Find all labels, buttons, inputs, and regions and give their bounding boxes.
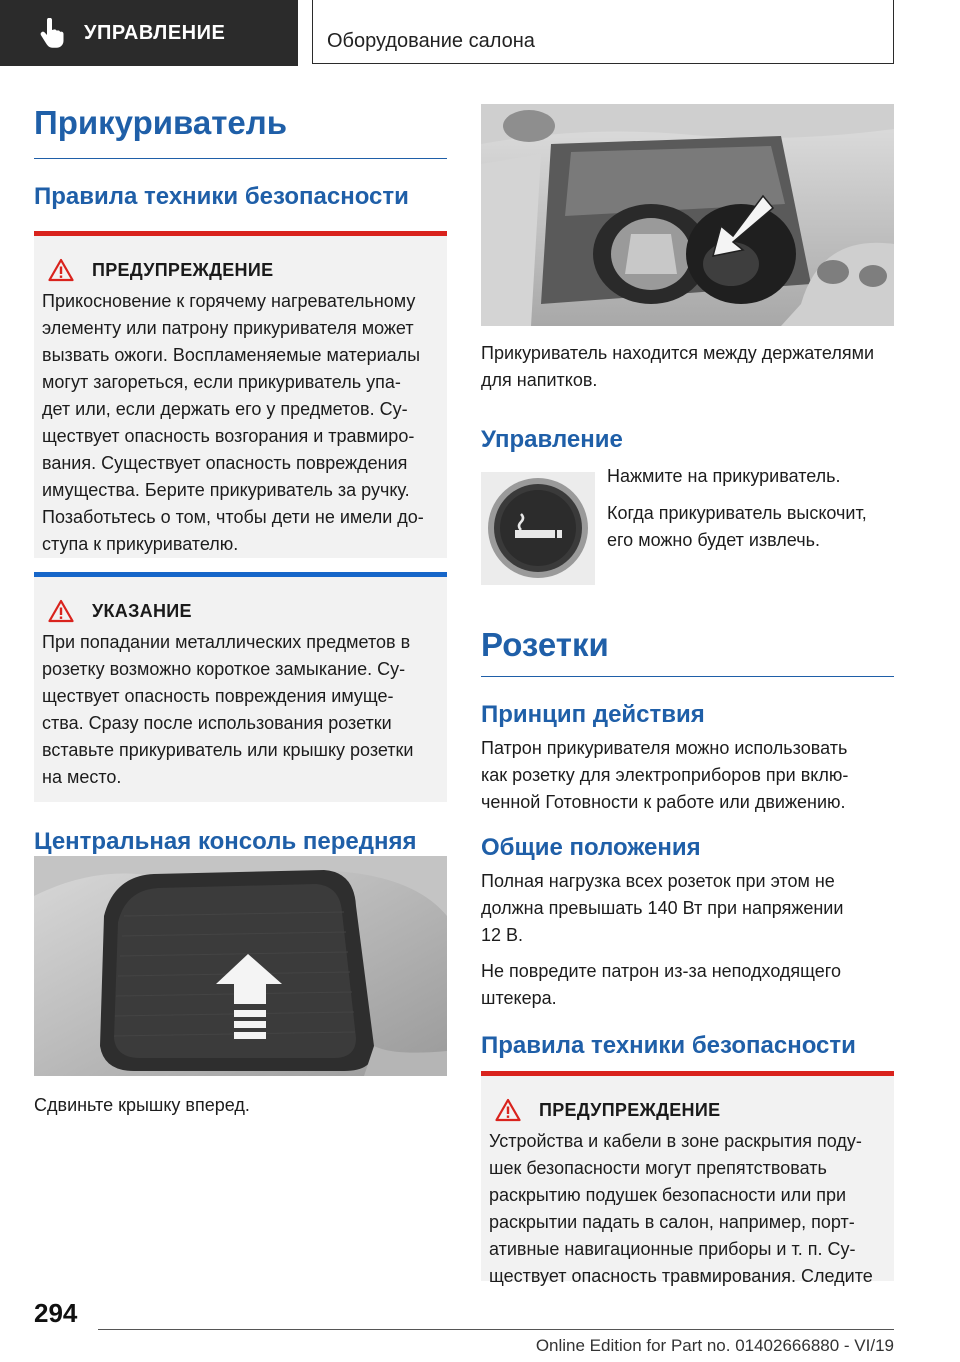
warning-line: вызвать ожоги. Воспламеняемые материалы	[42, 345, 421, 365]
warning-triangle-icon	[48, 258, 74, 282]
warning-label: ПРЕДУПРЕЖДЕНИЕ	[539, 1099, 721, 1120]
warning-line: могут загореться, если прикуриватель упа-	[42, 372, 401, 392]
photo-caption-line: Прикуриватель находится между держателями	[481, 343, 875, 363]
warning-line: ативные навигационные приборы и т. п. Су-	[489, 1239, 856, 1259]
console-cover-photo	[34, 856, 447, 1076]
page-number: 294	[34, 1298, 78, 1328]
footer-rule	[98, 1329, 894, 1330]
notice-line: розетку возможно короткое замыкание. Су-	[42, 659, 406, 679]
warning-line: раскрытию подушек безопасности или при	[489, 1185, 847, 1205]
principle-line: ченной Готовности к работе или движению.	[481, 792, 846, 812]
warning-line: вания. Существует опасность повреждения	[42, 453, 408, 473]
warning-line: элементу или патрону прикуривателя может	[42, 318, 414, 338]
warning-triangle-icon	[48, 599, 74, 623]
section-label: УПРАВЛЕНИЕ	[84, 21, 226, 44]
warning-label: ПРЕДУПРЕЖДЕНИЕ	[92, 259, 274, 280]
sockets-warning-box	[481, 1071, 894, 1286]
sockets-rule	[481, 676, 894, 677]
warning-triangle-icon	[495, 1098, 521, 1122]
warning-line: ступа к прикуривателю.	[42, 534, 239, 554]
control-heading: Управление	[481, 426, 623, 453]
hand-pointer-icon	[38, 18, 66, 48]
control-instruction: Нажмите на прикуриватель.	[607, 466, 841, 486]
sockets-safety-heading: Правила техники безопасности	[481, 1032, 856, 1059]
photo-caption-line: для напитков.	[481, 370, 598, 390]
general-line: Не повредите патрон из-за неподходящего	[481, 961, 841, 981]
safety-heading: Правила техники безопасности	[34, 183, 409, 210]
notice-line: ществует опасность повреждения имуще-	[42, 686, 394, 706]
chapter-title: Оборудование салона	[327, 30, 535, 52]
control-note-line: его можно будет извлечь.	[607, 530, 820, 550]
cigarette-lighter-button-image	[481, 472, 595, 585]
warning-box	[34, 231, 447, 558]
warning-line: ществует опасность травмирования. Следите	[489, 1266, 873, 1286]
section-tab	[0, 0, 298, 66]
console-heading: Центральная консоль передняя	[34, 828, 417, 855]
notice-line: на место.	[42, 767, 122, 787]
warning-line: дет или, если держать его у предметов. Су-	[42, 399, 408, 419]
console-caption: Сдвиньте крышку вперед.	[34, 1095, 250, 1115]
warning-line: ществует опасность возгорания и травмиро-	[42, 426, 415, 446]
notice-line: При попадании металлических предметов в	[42, 632, 411, 652]
warning-line: шек безопасности могут препятствовать	[489, 1158, 827, 1178]
right-column	[481, 340, 901, 454]
page-title: Прикуриватель	[34, 104, 288, 141]
general-line: штекера.	[481, 988, 557, 1008]
principle-line: как розетку для электроприборов при вклю-	[481, 765, 849, 785]
warning-line: Позаботьтесь о том, чтобы дети не имели до-	[42, 507, 424, 527]
warning-line: Устройства и кабели в зоне раскрытия поду-	[489, 1131, 862, 1151]
warning-line: раскрытии падать в салон, например, порт-	[489, 1212, 855, 1232]
notice-label: УКАЗАНИЕ	[92, 600, 192, 621]
general-heading: Общие положения	[481, 834, 701, 861]
warning-line: имущества. Берите прикуриватель за ручку.	[42, 480, 410, 500]
general-line: Полная нагрузка всех розеток при этом не	[481, 871, 835, 891]
edition-note: Online Edition for Part no. 01402666880 - VI/19	[535, 1336, 894, 1355]
general-line: должна превышать 140 Вт при напряжении	[481, 898, 844, 918]
chapter-box	[312, 0, 894, 64]
left-column	[34, 104, 447, 856]
general-line: 12 В.	[481, 925, 524, 945]
notice-box	[34, 572, 447, 802]
control-note-line: Когда прикуриватель выскочит,	[607, 503, 867, 523]
notice-line: вставьте прикуриватель или крышку розетки	[42, 740, 414, 760]
control-text	[607, 463, 907, 554]
notice-line: ства. Сразу после использования розетки	[42, 713, 392, 733]
title-rule	[34, 158, 447, 159]
cupholder-photo	[481, 104, 894, 326]
sockets-section	[481, 626, 894, 1060]
principle-line: Патрон прикуривателя можно использовать	[481, 738, 848, 758]
warning-line: Прикосновение к горячему нагревательному	[42, 291, 416, 311]
sockets-title: Розетки	[481, 626, 609, 663]
principle-heading: Принцип действия	[481, 701, 705, 728]
